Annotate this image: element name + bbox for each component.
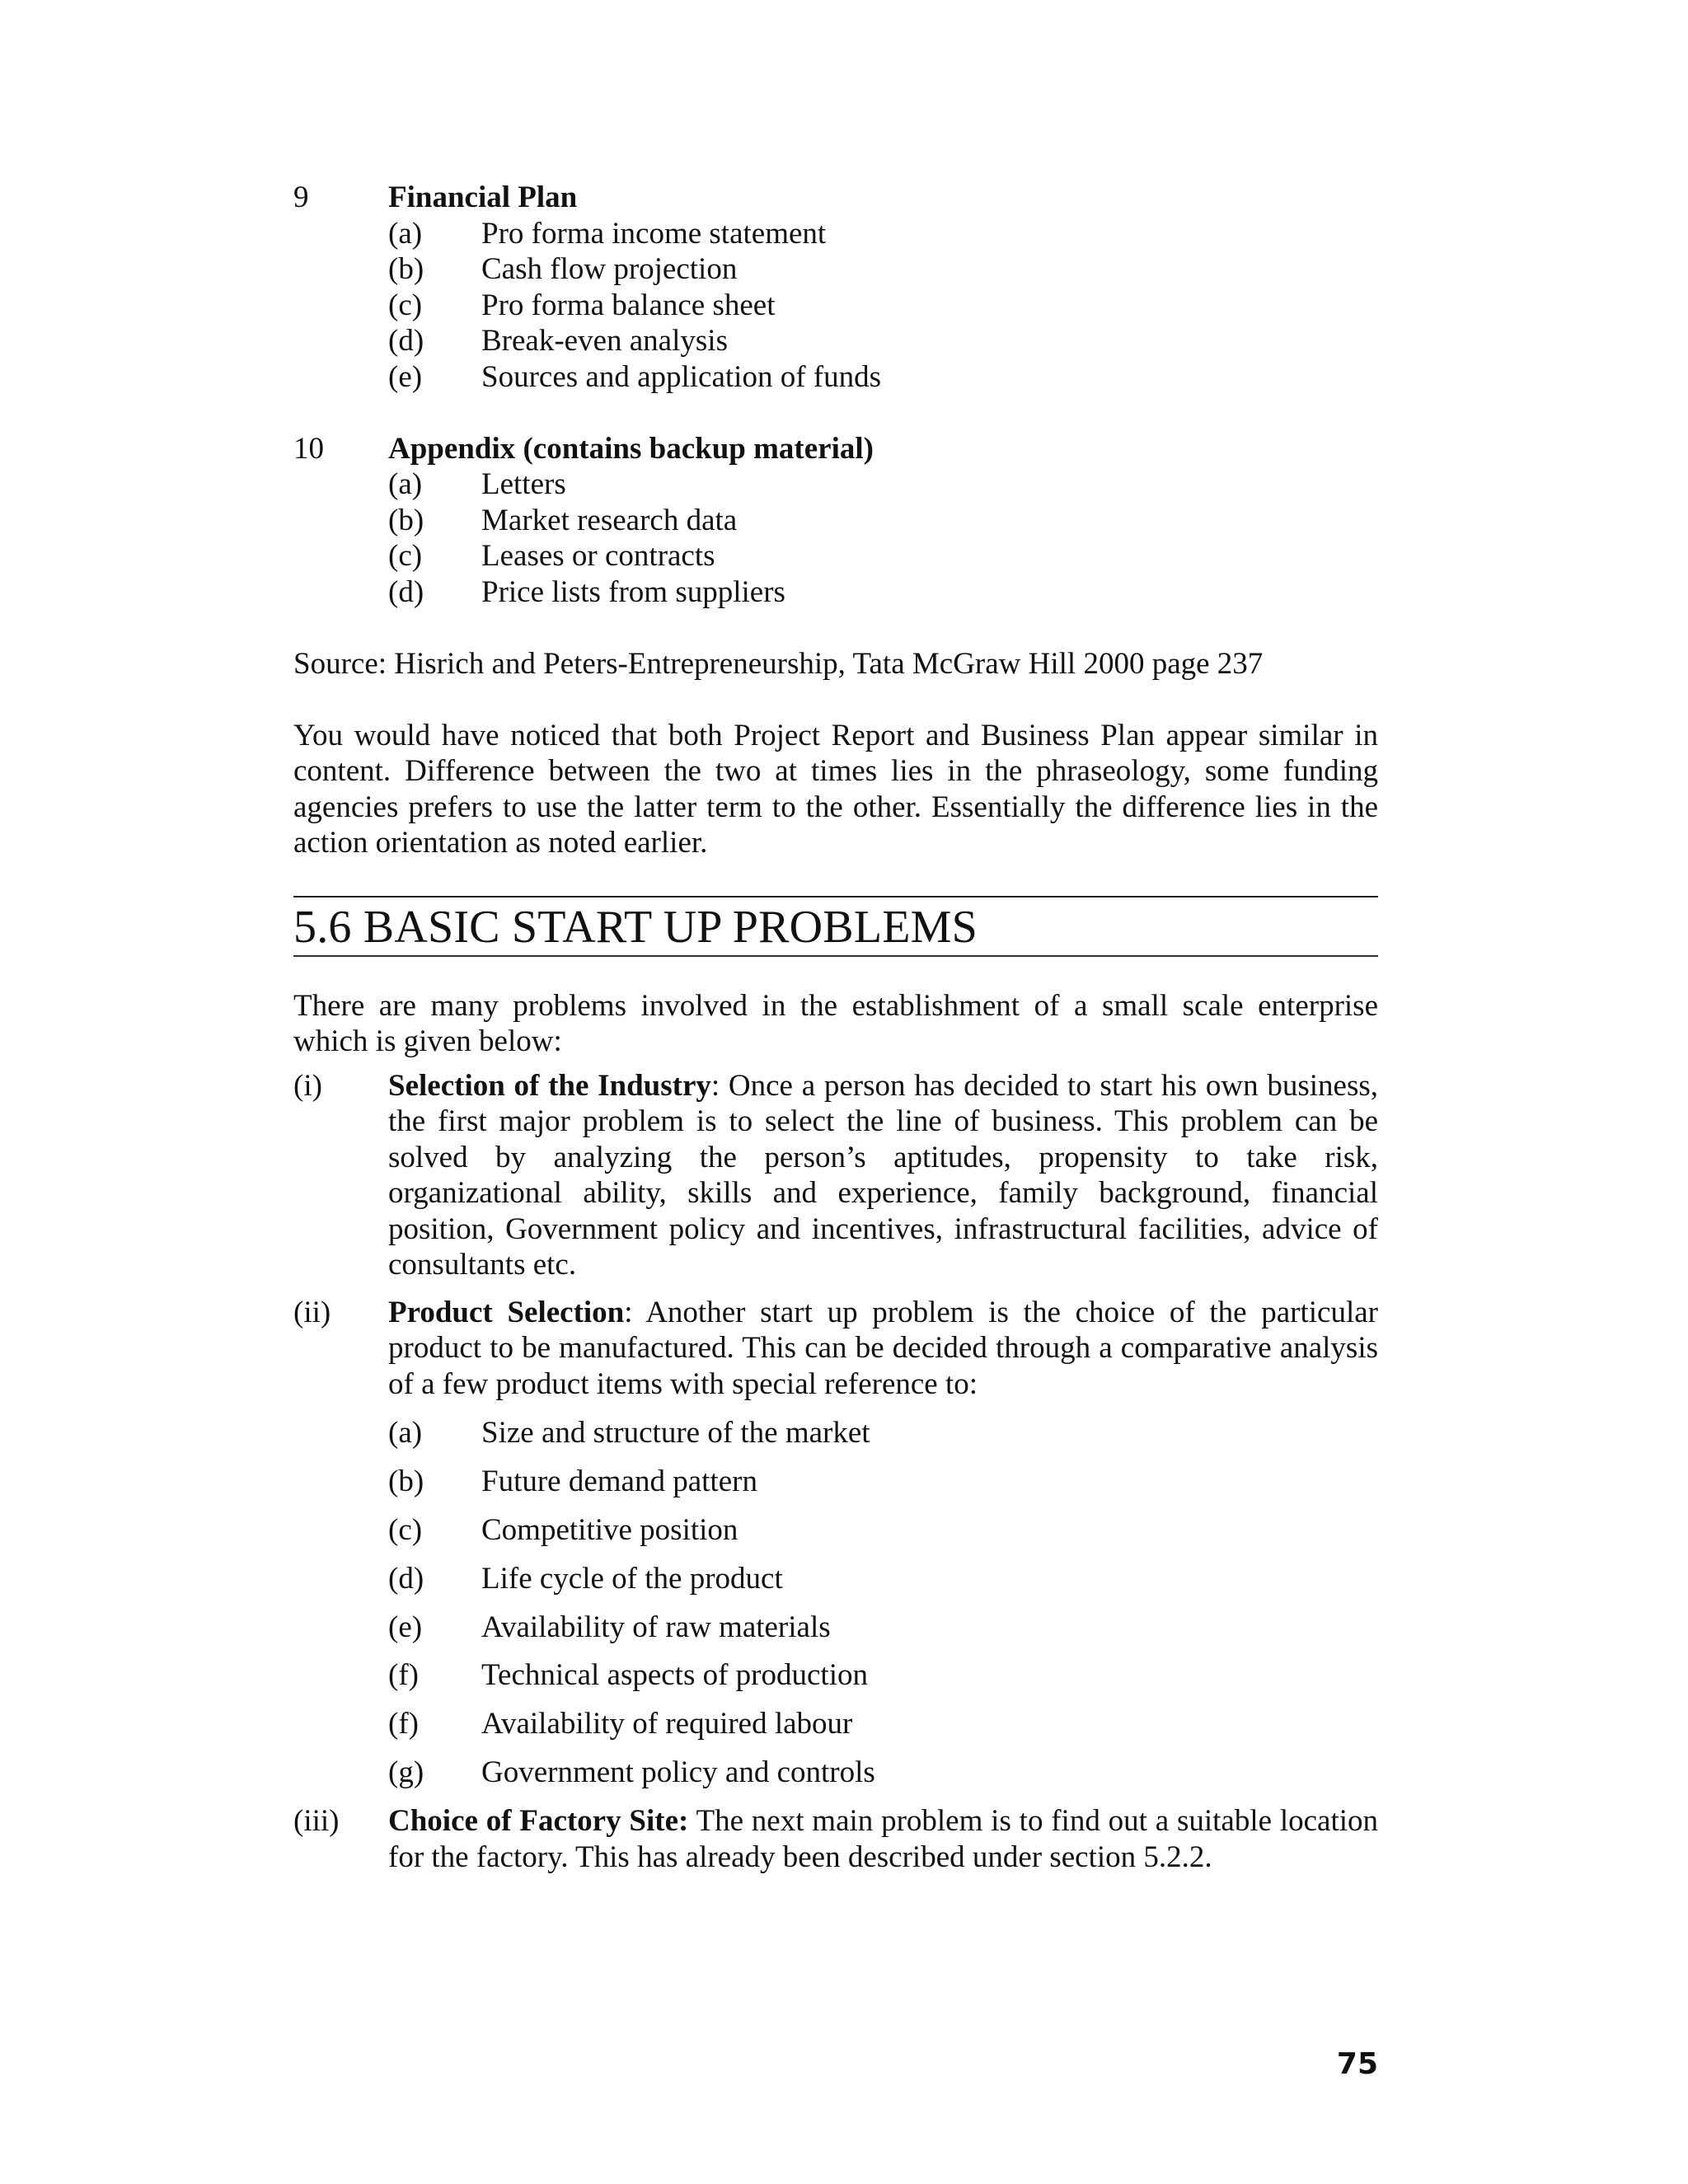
section-header: [293, 180, 1378, 216]
plan-section-appendix: [293, 431, 1378, 611]
item-label: (d): [388, 574, 424, 609]
item-label: (b): [388, 252, 424, 286]
list-item: [293, 288, 1378, 324]
section-title: Appendix (contains backup material): [388, 431, 874, 466]
section-heading: 5.6 BASIC START UP PROBLEMS: [293, 901, 978, 953]
item-label: (d): [388, 1561, 424, 1596]
item-text: Market research data: [481, 503, 738, 537]
page-number: 75: [1336, 2047, 1378, 2081]
problem-text: [388, 1295, 1378, 1403]
problem-number: (i): [293, 1068, 322, 1103]
item-text: Technical aspects of production: [481, 1658, 868, 1693]
item-text: Government policy and controls: [481, 1755, 875, 1790]
spacer: [293, 682, 1378, 718]
page-content: [293, 180, 1378, 1875]
item-label: (g): [388, 1755, 424, 1790]
problem-number: (iii): [293, 1804, 340, 1839]
list-item: [293, 503, 1378, 539]
item-text: Sources and application of funds: [481, 359, 881, 394]
item-label: (e): [388, 1610, 423, 1644]
list-item: [388, 1706, 1378, 1742]
plan-section-financial: [293, 180, 1378, 395]
item-label: (a): [388, 467, 423, 501]
item-label: (c): [388, 539, 423, 573]
problem-text: [388, 1803, 1378, 1875]
list-item: [388, 1755, 1378, 1791]
list-item: [293, 574, 1378, 611]
item-label: (f): [388, 1707, 419, 1741]
section-title: Financial Plan: [388, 180, 578, 214]
problem-description: : Once a person has decided to start his own business, the first major problem is to select the line of business. This problem can be solved by analyzing the person’s aptitudes, propensity to take risk, organizational ability, skills and experience, family background, financial position, Government policy and incentives, infrastructural facilities, advice of consultants etc.: [388, 1068, 1378, 1282]
item-text: Availability of required labour: [481, 1707, 853, 1741]
problem-text: [388, 1068, 1378, 1283]
list-item: [388, 1415, 1378, 1451]
problem-title: Selection of the Industry: [388, 1068, 711, 1103]
problem-number: (ii): [293, 1295, 331, 1329]
item-text: Leases or contracts: [481, 539, 715, 573]
section-number: 9: [293, 180, 309, 214]
comparison-paragraph: You would have noticed that both Project Report and Business Plan appear similar in content. Difference between the two at times lies in the phraseology, some funding agencies prefers to use the latter term to the other. Essentially the difference lies in the action orientation as noted earlier.: [293, 718, 1378, 860]
source-citation: Source: Hisrich and Peters-Entrepreneurship, Tata McGraw Hill 2000 page 237: [293, 646, 1264, 681]
list-item: [388, 1512, 1378, 1549]
spacer: [293, 610, 1378, 646]
intro-paragraph: There are many problems involved in the establishment of a small scale enterprise which is given below:: [293, 988, 1378, 1058]
list-item: [293, 251, 1378, 288]
problem-description: The next main problem is to find out a suitable location for the factory. This has already been described under section 5.2.2.: [388, 1804, 1379, 1874]
item-label: (a): [388, 216, 423, 251]
list-item: [388, 1657, 1378, 1694]
list-item: [293, 466, 1378, 503]
section-header: [293, 431, 1378, 467]
problem-item: [293, 1068, 1378, 1283]
problem-item: [293, 1295, 1378, 1804]
section-item-list: [293, 466, 1378, 610]
problem-title: Choice of Factory Site:: [388, 1804, 689, 1839]
problem-title: Product Selection: [388, 1295, 625, 1329]
item-label: (e): [388, 359, 423, 394]
problem-body: [388, 1068, 1378, 1283]
item-text: Letters: [481, 467, 566, 501]
problem-body: [388, 1803, 1378, 1875]
section-item-list: [293, 216, 1378, 396]
list-item: [293, 359, 1378, 396]
list-item: [388, 1561, 1378, 1597]
problem-item: [293, 1803, 1378, 1875]
problem-body: [388, 1295, 1378, 1804]
item-text: Size and structure of the market: [481, 1416, 870, 1450]
problem-description: : Another start up problem is the choice of the particular product to be manufactured. This can be decided through a comparative analysis of a few product items with special reference to:: [388, 1295, 1378, 1401]
item-label: (c): [388, 1512, 423, 1547]
item-label: (a): [388, 1416, 423, 1450]
item-label: (b): [388, 1464, 424, 1498]
item-label: (f): [388, 1658, 419, 1693]
list-item: [388, 1610, 1378, 1646]
item-text: Pro forma income statement: [481, 216, 827, 251]
item-text: Cash flow projection: [481, 252, 738, 286]
item-label: (d): [388, 324, 424, 358]
item-text: Price lists from suppliers: [481, 574, 785, 609]
item-label: (b): [388, 503, 424, 537]
list-item: [293, 323, 1378, 359]
heading-bottom-rule: [293, 955, 1378, 957]
spacer: [293, 395, 1378, 431]
item-label: (c): [388, 288, 423, 322]
list-item: [293, 216, 1378, 252]
list-item: [293, 538, 1378, 574]
item-text: Competitive position: [481, 1512, 738, 1547]
item-text: Break-even analysis: [481, 324, 728, 358]
product-criteria-list: [388, 1415, 1378, 1791]
item-text: Future demand pattern: [481, 1464, 757, 1498]
item-text: Life cycle of the product: [481, 1561, 783, 1596]
section-number: 10: [293, 431, 324, 466]
list-item: [388, 1464, 1378, 1500]
item-text: Availability of raw materials: [481, 1610, 831, 1644]
item-text: Pro forma balance sheet: [481, 288, 776, 322]
